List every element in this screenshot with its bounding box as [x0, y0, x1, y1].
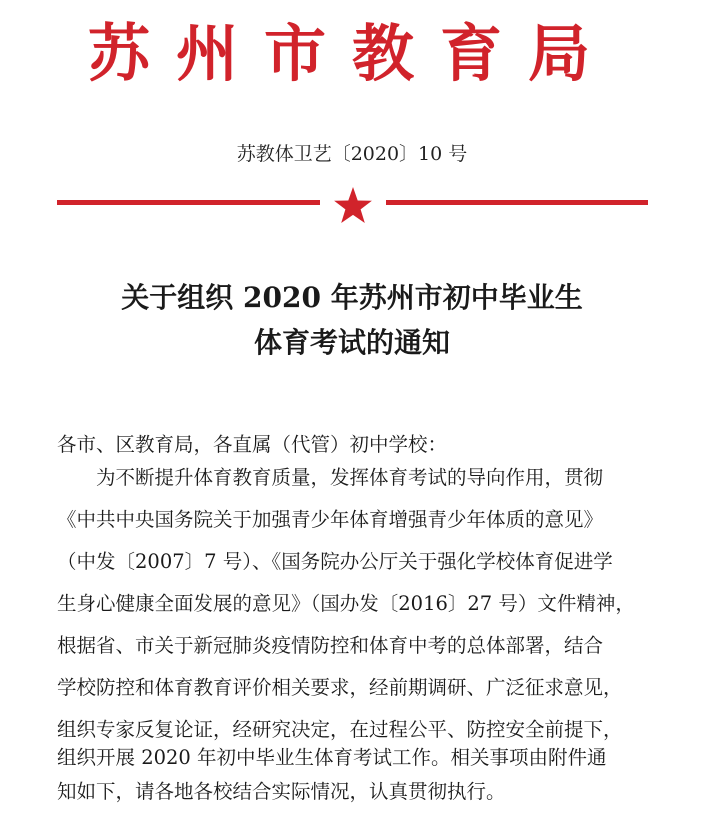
star-icon [333, 186, 373, 224]
divider-rule-right [386, 200, 648, 205]
paragraph-line: 学校防控和体育教育评价相关要求，经前期调研、广泛征求意见， [57, 676, 623, 699]
paragraph-line: 根据省、市关于新冠肺炎疫情防控和体育中考的总体部署，结合 [57, 634, 604, 657]
paragraph-line: 生身心健康全面发展的意见》（国办发〔2016〕27 号）文件精神， [57, 592, 635, 615]
paragraph-line: 知如下，请各地各校结合实际情况，认真贯彻执行。 [57, 780, 506, 803]
divider-rule-left [57, 200, 320, 205]
organization-header: 苏州市教育局 [87, 17, 616, 90]
paragraph-line: 组织专家反复论证，经研究决定，在过程公平、防控安全前提下， [57, 718, 623, 741]
document-number: 苏教体卫艺〔2020〕10 号 [236, 143, 468, 165]
paragraph-line: 组织开展 2020 年初中毕业生体育考试工作。相关事项由附件通 [57, 746, 607, 769]
document-title-line-2: 体育考试的通知 [253, 326, 450, 359]
salutation: 各市、区教育局，各直属（代管）初中学校： [57, 433, 448, 456]
paragraph-line: 为不断提升体育教育质量，发挥体育考试的导向作用，贯彻 [57, 466, 604, 489]
red-divider [0, 186, 704, 226]
paragraph-line: （中发〔2007〕7 号）、《国务院办公厅关于强化学校体育促进学 [57, 550, 613, 573]
paragraph-line: 《中共中央国务院关于加强青少年体育增强青少年体质的意见》 [57, 508, 604, 531]
document-title-line-1: 关于组织 2020 年苏州市初中毕业生 [121, 281, 583, 314]
